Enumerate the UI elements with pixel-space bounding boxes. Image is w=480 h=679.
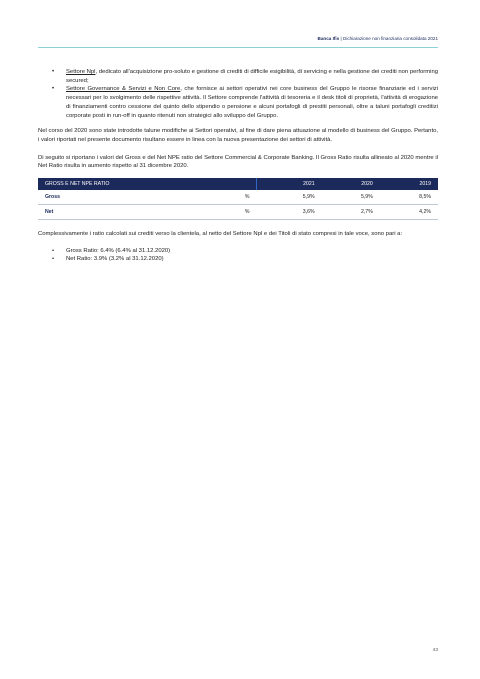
page-header: [318, 36, 438, 41]
sector-list: [38, 68, 438, 120]
table-cell: 5,9%: [322, 190, 380, 205]
header-divider: [38, 47, 438, 48]
row-unit: %: [215, 205, 257, 220]
column-divider: [256, 178, 263, 190]
table-cell: 4,2%: [380, 205, 438, 220]
main-content: [38, 68, 438, 264]
table-row: [38, 190, 438, 205]
sector-term: Settore Npl: [66, 69, 96, 75]
header-separator: |: [339, 36, 343, 41]
column-divider: [256, 190, 263, 205]
sector-description: , che fornisce ai settori operativi nei core business del Gruppo le risorse finanziarie ed i servizi necessari per lo svolgimento delle rispettive attività. Il Settore comprende l'attività di tesoreria e il desk titoli di proprietà, l'attività di erogazione di finanziamenti contro cessione del quinto dello stipendio o pensione e alcuni portafogli di prestiti personali, oltre a taluni portafogli creditizi corporate posti in run-off in quanto ritenuti non strategici allo sviluppo del Gruppo.: [66, 86, 439, 119]
unit-header: [215, 178, 257, 190]
column-divider: [256, 205, 263, 220]
column-header-year: 2019: [380, 178, 438, 190]
table-title: GROSS E NET NPE RATIO: [38, 178, 215, 190]
bullet-icon: •: [52, 256, 55, 263]
sector-description: , dedicato all'acquisizione pro-soluto e gestione di crediti di difficile esigibilità, di servicing e nella gestione dei crediti non performing secured;: [66, 69, 438, 84]
paragraph: Nel corso del 2020 sono state introdotte talune modifiche ai Settori operativi, al fine di dare piena attuazione al modello di business del Gruppo. Pertanto, i valori riportati nel presente documento risultano essere in linea con la nuova presentazione dei settori di attività.: [38, 128, 438, 143]
list-item: [38, 247, 438, 256]
table-header-row: [38, 178, 438, 190]
table-cell: 3,6%: [263, 205, 321, 220]
ratio-text: Net Ratio: 3.9% (3.2% al 31.12.2020): [66, 256, 164, 263]
npe-ratio-table: [38, 178, 438, 220]
page-number: 43: [432, 648, 438, 653]
table-cell: 2,7%: [322, 205, 380, 220]
table-cell: 5,9%: [263, 190, 321, 205]
header-subtitle: Dichiarazione non finanziaria consolidata 2021: [343, 36, 438, 41]
bullet-icon: •: [52, 247, 55, 254]
list-item: [38, 68, 438, 85]
row-unit: %: [215, 190, 257, 205]
column-header-year: 2021: [263, 178, 321, 190]
bullet-icon: •: [52, 86, 55, 93]
sector-term: Settore Governance & Servizi e Non Core: [66, 86, 181, 93]
row-label: Net: [38, 205, 215, 220]
table-row: [38, 205, 438, 220]
bullet-icon: •: [52, 69, 55, 75]
row-label: Gross: [38, 190, 215, 205]
paragraph: Di seguito si riportano i valori del Gross e del Net NPE ratio del Settore Commercial & Corporate Banking. Il Gross Ratio risulta allineato al 2020 mentre il Net Ratio risulta in aumento rispetto al 31 dicembre 2020.: [38, 154, 438, 170]
column-header-year: 2020: [322, 178, 380, 190]
list-item: [38, 255, 438, 264]
ratio-text: Gross Ratio: 6.4% (6.4% al 31.12.2020): [66, 247, 171, 254]
ratio-list: [38, 247, 438, 264]
table-cell: 8,5%: [380, 190, 438, 205]
list-item: [38, 85, 438, 120]
header-brand: Banca Ifis: [317, 36, 340, 41]
paragraph: Complessivamente i ratio calcolati sui crediti verso la clientela, al netto del Settore Npl e dei Titoli di stato compresi in tale voce, sono pari a:: [38, 231, 403, 238]
